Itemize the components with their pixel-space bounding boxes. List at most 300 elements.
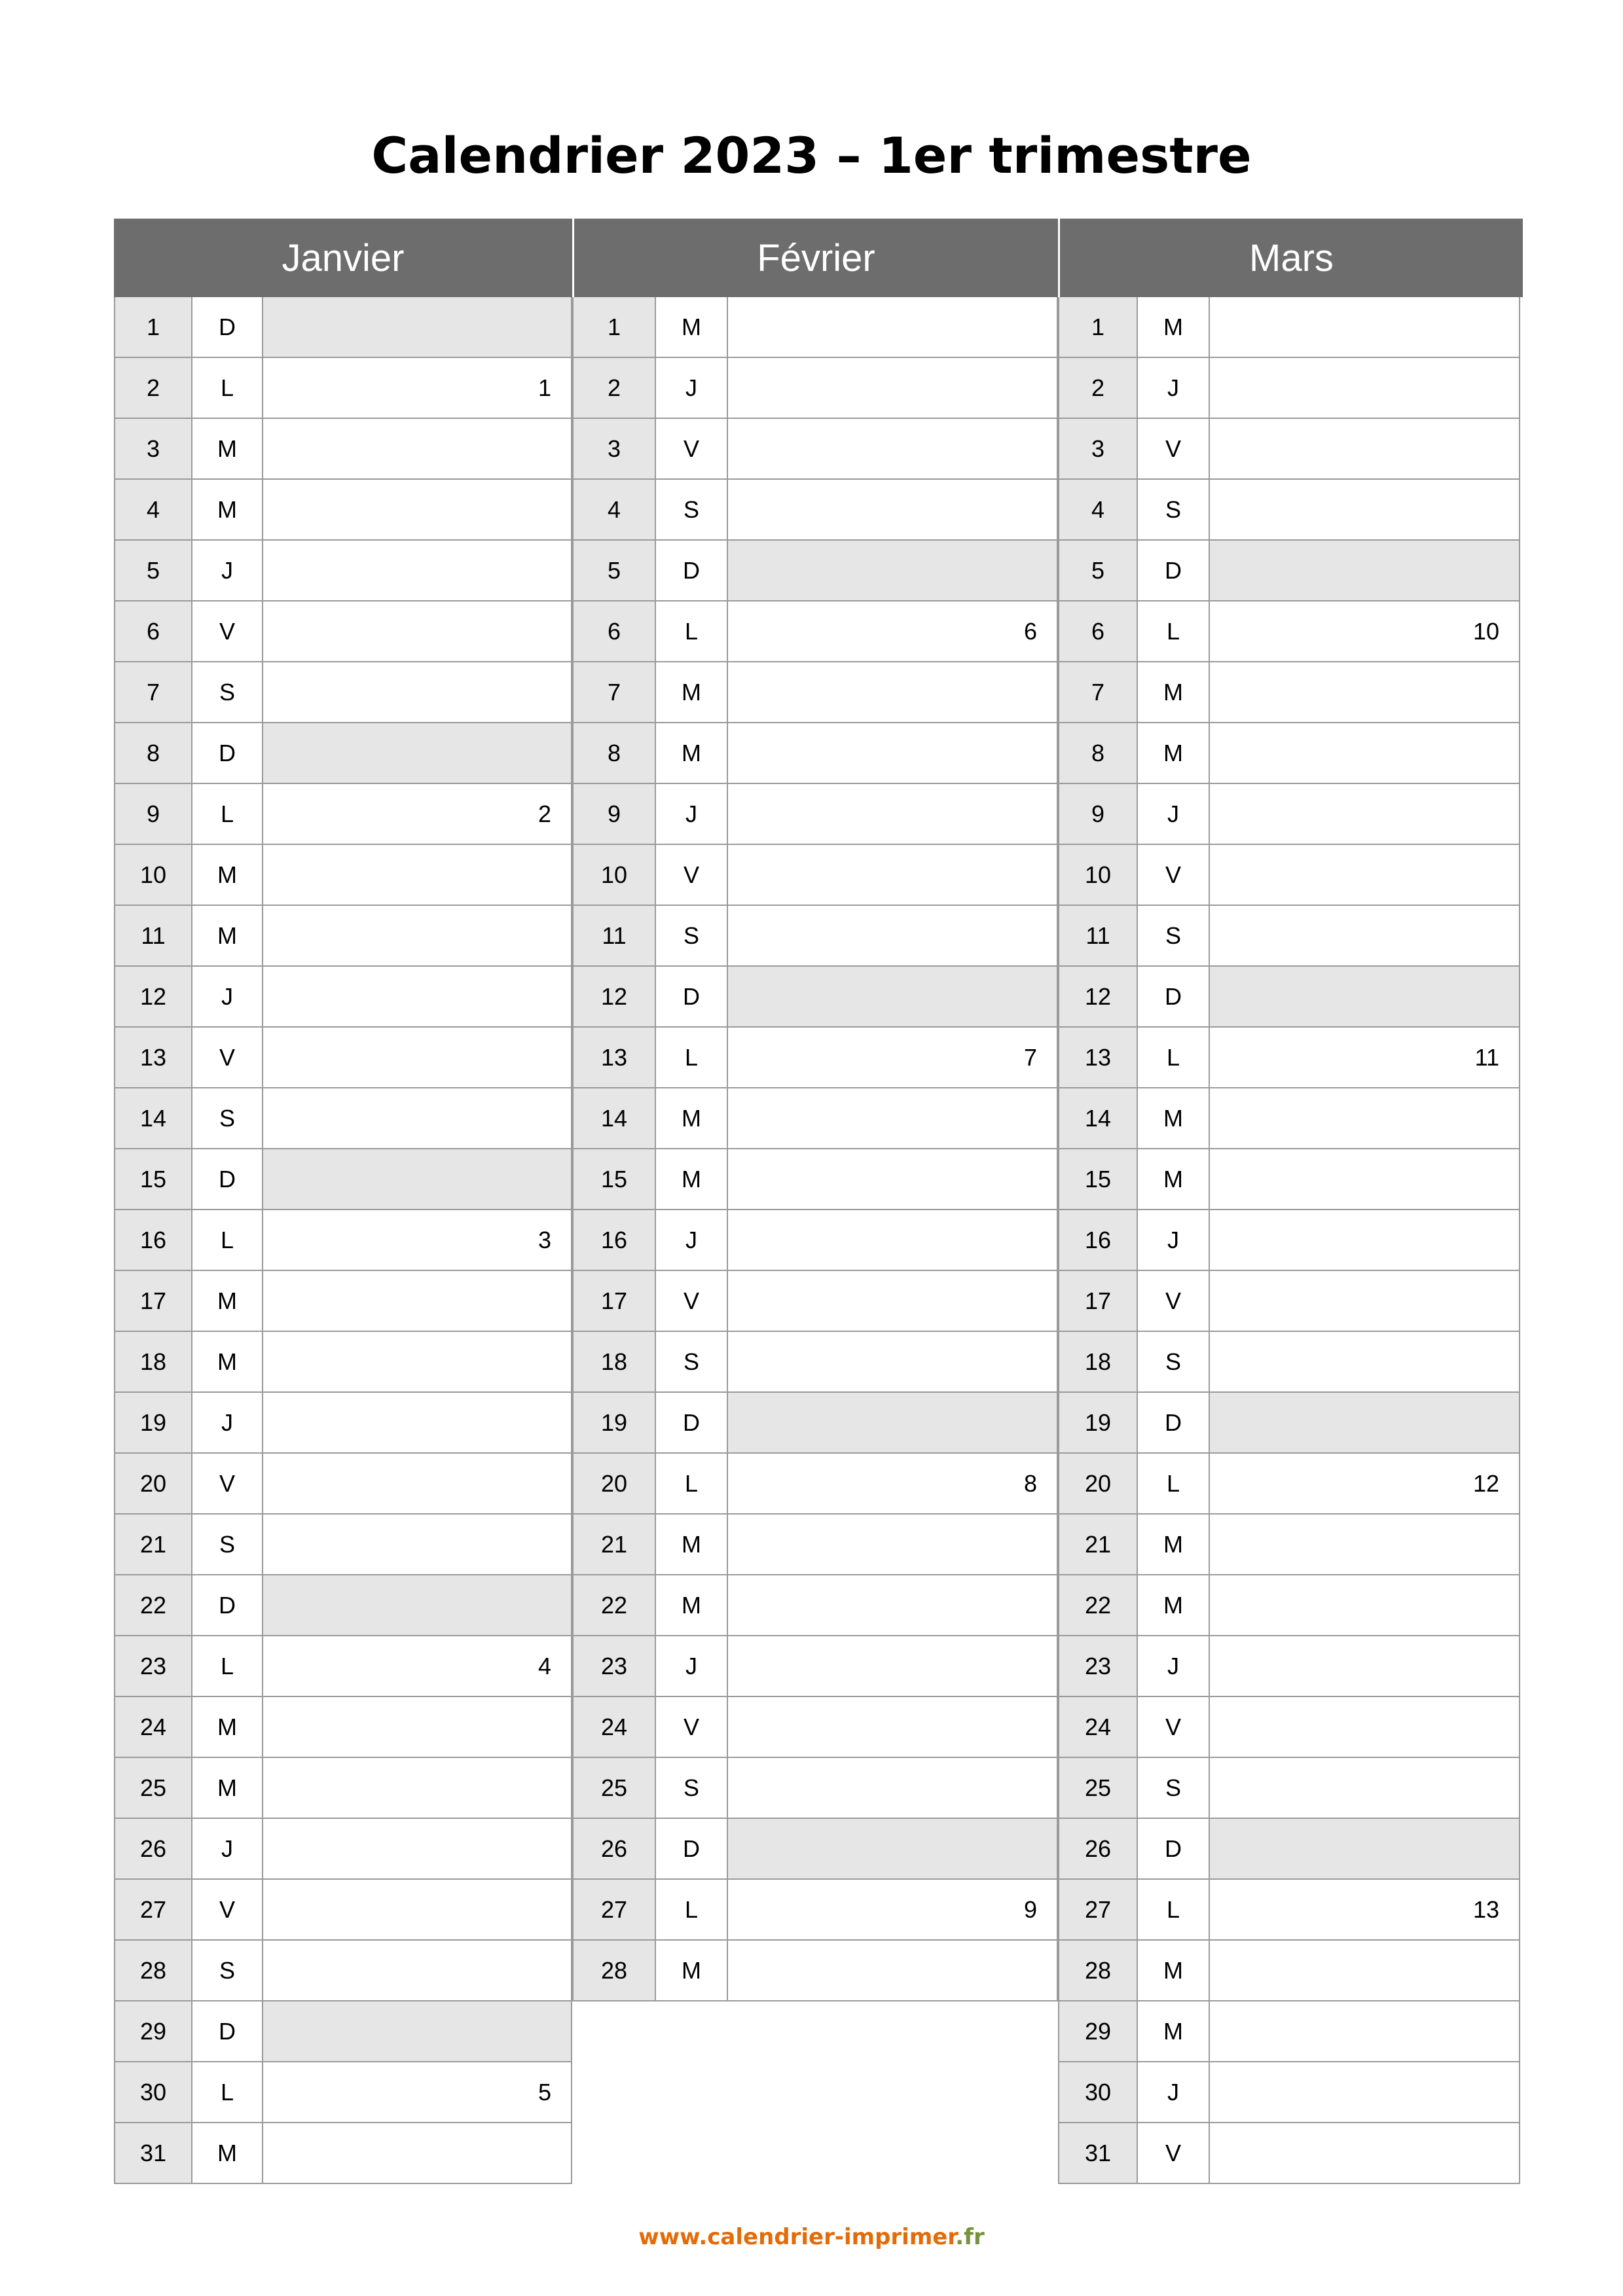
day-notes[interactable] xyxy=(728,358,1058,419)
day-row xyxy=(114,480,572,541)
day-row xyxy=(1058,1758,1520,1819)
day-row xyxy=(1058,1028,1520,1088)
day-row xyxy=(114,1149,572,1210)
day-notes[interactable] xyxy=(1210,1697,1520,1758)
day-number: 21 xyxy=(114,1515,192,1575)
day-notes[interactable] xyxy=(1210,1575,1520,1636)
day-notes[interactable] xyxy=(1210,1271,1520,1332)
day-letter: M xyxy=(1138,1575,1210,1636)
day-row xyxy=(572,1210,1058,1271)
day-number: 8 xyxy=(114,723,192,784)
day-number: 18 xyxy=(572,1332,656,1393)
day-notes[interactable] xyxy=(728,297,1058,358)
day-row xyxy=(1058,419,1520,480)
day-number: 7 xyxy=(1058,662,1138,723)
day-row xyxy=(572,601,1058,662)
day-notes[interactable] xyxy=(263,541,572,601)
day-notes[interactable]: 7 xyxy=(728,1028,1058,1088)
day-notes[interactable] xyxy=(263,1271,572,1332)
day-notes[interactable] xyxy=(263,723,572,784)
day-row xyxy=(572,967,1058,1028)
day-notes[interactable] xyxy=(1210,1332,1520,1393)
day-row xyxy=(572,358,1058,419)
day-notes[interactable] xyxy=(728,541,1058,601)
day-notes[interactable] xyxy=(728,1210,1058,1271)
day-row xyxy=(114,1210,572,1271)
day-notes[interactable] xyxy=(728,1088,1058,1149)
day-row xyxy=(572,784,1058,845)
day-number: 30 xyxy=(114,2062,192,2123)
day-row xyxy=(1058,1819,1520,1880)
day-number: 31 xyxy=(114,2123,192,2184)
day-letter: S xyxy=(192,1088,263,1149)
day-notes[interactable] xyxy=(728,1758,1058,1819)
day-notes[interactable] xyxy=(263,1149,572,1210)
day-row xyxy=(1058,358,1520,419)
day-letter: S xyxy=(1138,906,1210,967)
day-notes[interactable] xyxy=(263,1941,572,2001)
day-number: 11 xyxy=(572,906,656,967)
day-notes[interactable] xyxy=(1210,1941,1520,2001)
day-row xyxy=(114,358,572,419)
day-letter: S xyxy=(192,1515,263,1575)
day-letter: M xyxy=(656,723,728,784)
footer-url[interactable] xyxy=(0,2224,1623,2250)
day-row xyxy=(114,1088,572,1149)
day-letter: D xyxy=(656,967,728,1028)
day-letter: J xyxy=(1138,784,1210,845)
day-letter: M xyxy=(192,2123,263,2184)
day-notes[interactable] xyxy=(1210,662,1520,723)
day-letter: D xyxy=(192,2001,263,2062)
day-notes[interactable] xyxy=(1210,2123,1520,2184)
day-number: 24 xyxy=(572,1697,656,1758)
day-notes[interactable] xyxy=(1210,419,1520,480)
day-row xyxy=(114,2123,572,2184)
day-letter: L xyxy=(656,1454,728,1515)
day-number: 20 xyxy=(114,1454,192,1515)
day-number: 2 xyxy=(114,358,192,419)
day-notes[interactable] xyxy=(728,1636,1058,1697)
day-row xyxy=(572,906,1058,967)
day-letter: S xyxy=(656,480,728,541)
day-row xyxy=(572,1393,1058,1454)
day-row xyxy=(114,1515,572,1575)
day-letter: L xyxy=(192,2062,263,2123)
day-notes[interactable] xyxy=(728,1819,1058,1880)
day-letter: M xyxy=(192,906,263,967)
day-notes[interactable] xyxy=(263,1332,572,1393)
day-number: 7 xyxy=(572,662,656,723)
day-row xyxy=(114,1697,572,1758)
day-number: 15 xyxy=(114,1149,192,1210)
day-notes[interactable] xyxy=(1210,2062,1520,2123)
day-notes[interactable] xyxy=(1210,480,1520,541)
day-notes[interactable] xyxy=(1210,1210,1520,1271)
day-row xyxy=(572,1454,1058,1515)
day-number: 14 xyxy=(1058,1088,1138,1149)
day-letter: J xyxy=(192,1393,263,1454)
day-number: 14 xyxy=(572,1088,656,1149)
day-number: 14 xyxy=(114,1088,192,1149)
day-letter: M xyxy=(192,419,263,480)
day-notes[interactable] xyxy=(1210,906,1520,967)
day-letter: D xyxy=(1138,1819,1210,1880)
day-letter: J xyxy=(656,1636,728,1697)
day-notes[interactable] xyxy=(728,1271,1058,1332)
day-notes[interactable] xyxy=(263,1880,572,1941)
day-letter: M xyxy=(1138,662,1210,723)
day-number: 21 xyxy=(1058,1515,1138,1575)
day-row xyxy=(1058,1149,1520,1210)
day-number: 9 xyxy=(572,784,656,845)
day-notes[interactable]: 2 xyxy=(263,784,572,845)
day-row xyxy=(114,723,572,784)
day-number: 3 xyxy=(1058,419,1138,480)
day-row xyxy=(114,2001,572,2062)
day-row xyxy=(1058,1393,1520,1454)
day-letter: J xyxy=(656,358,728,419)
day-number: 19 xyxy=(1058,1393,1138,1454)
day-row xyxy=(572,1271,1058,1332)
day-number: 6 xyxy=(1058,601,1138,662)
day-notes[interactable] xyxy=(263,1028,572,1088)
day-notes[interactable] xyxy=(1210,358,1520,419)
day-letter: S xyxy=(192,662,263,723)
day-row xyxy=(114,1819,572,1880)
day-notes[interactable] xyxy=(1210,2001,1520,2062)
day-row xyxy=(572,419,1058,480)
day-row xyxy=(1058,2001,1520,2062)
day-notes[interactable] xyxy=(263,1393,572,1454)
day-letter: M xyxy=(1138,2001,1210,2062)
day-number: 30 xyxy=(1058,2062,1138,2123)
day-letter: S xyxy=(656,906,728,967)
day-row xyxy=(1058,1880,1520,1941)
day-row xyxy=(1058,1332,1520,1393)
day-number: 31 xyxy=(1058,2123,1138,2184)
day-letter: M xyxy=(192,1697,263,1758)
day-letter: J xyxy=(192,967,263,1028)
day-letter: V xyxy=(1138,1697,1210,1758)
day-number: 19 xyxy=(114,1393,192,1454)
day-row xyxy=(114,845,572,906)
day-number: 17 xyxy=(1058,1271,1138,1332)
day-row xyxy=(114,1271,572,1332)
day-row xyxy=(114,601,572,662)
day-letter: M xyxy=(656,1088,728,1149)
day-row xyxy=(114,906,572,967)
day-row xyxy=(1058,1941,1520,2001)
day-row xyxy=(572,845,1058,906)
day-notes[interactable] xyxy=(1210,297,1520,358)
day-letter: M xyxy=(192,845,263,906)
day-letter: D xyxy=(192,1149,263,1210)
day-number: 26 xyxy=(1058,1819,1138,1880)
day-letter: M xyxy=(656,1575,728,1636)
day-notes[interactable] xyxy=(1210,1149,1520,1210)
day-notes[interactable] xyxy=(263,1819,572,1880)
day-number: 4 xyxy=(114,480,192,541)
day-notes[interactable] xyxy=(1210,723,1520,784)
day-notes[interactable] xyxy=(263,419,572,480)
day-notes[interactable] xyxy=(263,1697,572,1758)
day-notes[interactable] xyxy=(728,784,1058,845)
footer-prefix: www. xyxy=(638,2224,708,2250)
day-letter: M xyxy=(656,662,728,723)
day-letter: L xyxy=(1138,601,1210,662)
day-notes[interactable] xyxy=(728,723,1058,784)
day-row xyxy=(1058,723,1520,784)
day-row xyxy=(1058,1454,1520,1515)
day-row xyxy=(114,1941,572,2001)
day-notes[interactable] xyxy=(728,1697,1058,1758)
day-notes[interactable] xyxy=(728,419,1058,480)
day-row xyxy=(114,297,572,358)
day-notes[interactable] xyxy=(1210,1393,1520,1454)
day-letter: S xyxy=(1138,480,1210,541)
day-letter: M xyxy=(656,1149,728,1210)
month-header-fevrier: Février xyxy=(572,219,1058,297)
day-row xyxy=(1058,662,1520,723)
day-row xyxy=(114,662,572,723)
day-letter: V xyxy=(192,1880,263,1941)
day-number: 24 xyxy=(1058,1697,1138,1758)
day-notes[interactable] xyxy=(263,2001,572,2062)
day-row xyxy=(572,1515,1058,1575)
day-row xyxy=(114,1454,572,1515)
day-letter: M xyxy=(1138,1149,1210,1210)
day-number: 27 xyxy=(1058,1880,1138,1941)
day-notes[interactable]: 3 xyxy=(263,1210,572,1271)
day-notes[interactable] xyxy=(728,845,1058,906)
day-row xyxy=(114,1393,572,1454)
day-row xyxy=(572,297,1058,358)
day-notes[interactable] xyxy=(1210,845,1520,906)
day-number: 2 xyxy=(572,358,656,419)
day-row xyxy=(1058,541,1520,601)
day-notes[interactable]: 11 xyxy=(1210,1028,1520,1088)
day-number: 13 xyxy=(1058,1028,1138,1088)
day-notes[interactable] xyxy=(728,967,1058,1028)
day-number: 17 xyxy=(572,1271,656,1332)
day-row xyxy=(572,1819,1058,1880)
day-number: 17 xyxy=(114,1271,192,1332)
day-number: 10 xyxy=(114,845,192,906)
day-number: 28 xyxy=(1058,1941,1138,2001)
page-title: Calendrier 2023 – 1er trimestre xyxy=(371,126,1252,185)
day-letter: M xyxy=(1138,297,1210,358)
day-letter: V xyxy=(656,1697,728,1758)
day-letter: J xyxy=(1138,358,1210,419)
day-number: 9 xyxy=(1058,784,1138,845)
day-notes[interactable] xyxy=(728,1332,1058,1393)
day-number: 11 xyxy=(114,906,192,967)
day-letter: D xyxy=(192,1575,263,1636)
day-number: 5 xyxy=(572,541,656,601)
day-notes[interactable]: 1 xyxy=(263,358,572,419)
day-number: 23 xyxy=(572,1636,656,1697)
day-notes[interactable]: 13 xyxy=(1210,1880,1520,1941)
day-letter: S xyxy=(1138,1758,1210,1819)
day-letter: S xyxy=(1138,1332,1210,1393)
day-number: 15 xyxy=(572,1149,656,1210)
day-row xyxy=(572,1088,1058,1149)
day-notes[interactable] xyxy=(728,1149,1058,1210)
day-number: 16 xyxy=(1058,1210,1138,1271)
day-row xyxy=(572,1332,1058,1393)
day-row xyxy=(114,1758,572,1819)
day-notes[interactable] xyxy=(263,2123,572,2184)
day-notes[interactable] xyxy=(728,906,1058,967)
day-letter: V xyxy=(192,1028,263,1088)
day-letter: V xyxy=(656,1271,728,1332)
day-notes[interactable] xyxy=(1210,541,1520,601)
day-row xyxy=(1058,1636,1520,1697)
day-number: 11 xyxy=(1058,906,1138,967)
day-row xyxy=(1058,480,1520,541)
day-letter: S xyxy=(656,1758,728,1819)
day-notes[interactable] xyxy=(263,1515,572,1575)
day-letter: L xyxy=(1138,1028,1210,1088)
day-notes[interactable] xyxy=(728,1941,1058,2001)
day-notes[interactable] xyxy=(263,662,572,723)
day-notes[interactable] xyxy=(263,1454,572,1515)
day-letter: L xyxy=(656,1880,728,1941)
day-row xyxy=(114,1880,572,1941)
day-number: 22 xyxy=(572,1575,656,1636)
day-letter: M xyxy=(192,1332,263,1393)
day-letter: M xyxy=(1138,1515,1210,1575)
day-letter: D xyxy=(656,541,728,601)
day-letter: L xyxy=(1138,1880,1210,1941)
day-notes[interactable]: 10 xyxy=(1210,601,1520,662)
day-row xyxy=(572,1028,1058,1088)
day-notes[interactable] xyxy=(728,662,1058,723)
day-row xyxy=(1058,1088,1520,1149)
day-notes[interactable] xyxy=(1210,1819,1520,1880)
day-notes[interactable] xyxy=(263,480,572,541)
day-notes[interactable]: 12 xyxy=(1210,1454,1520,1515)
day-row xyxy=(1058,297,1520,358)
day-row xyxy=(1058,1271,1520,1332)
day-notes[interactable] xyxy=(1210,784,1520,845)
day-notes[interactable]: 9 xyxy=(728,1880,1058,1941)
day-row xyxy=(572,1697,1058,1758)
day-notes[interactable] xyxy=(728,480,1058,541)
day-number: 28 xyxy=(114,1941,192,2001)
day-row xyxy=(572,541,1058,601)
day-letter: L xyxy=(192,1636,263,1697)
day-row xyxy=(114,1332,572,1393)
day-letter: M xyxy=(192,1758,263,1819)
day-number: 1 xyxy=(572,297,656,358)
day-number: 9 xyxy=(114,784,192,845)
day-letter: L xyxy=(192,1210,263,1271)
day-letter: V xyxy=(1138,2123,1210,2184)
day-number: 8 xyxy=(1058,723,1138,784)
day-notes[interactable] xyxy=(263,845,572,906)
day-number: 1 xyxy=(114,297,192,358)
day-notes[interactable] xyxy=(728,1393,1058,1454)
day-notes[interactable] xyxy=(1210,1088,1520,1149)
day-notes[interactable] xyxy=(728,1575,1058,1636)
day-notes[interactable] xyxy=(263,1758,572,1819)
day-letter: J xyxy=(192,541,263,601)
day-letter: V xyxy=(656,419,728,480)
day-notes[interactable]: 5 xyxy=(263,2062,572,2123)
day-row xyxy=(1058,906,1520,967)
day-letter: V xyxy=(1138,419,1210,480)
month-header-janvier: Janvier xyxy=(114,219,572,297)
day-letter: M xyxy=(1138,1941,1210,2001)
day-notes[interactable] xyxy=(1210,1636,1520,1697)
day-number: 18 xyxy=(114,1332,192,1393)
day-notes[interactable] xyxy=(263,906,572,967)
day-notes[interactable] xyxy=(263,1575,572,1636)
day-row xyxy=(572,662,1058,723)
day-number: 8 xyxy=(572,723,656,784)
day-row xyxy=(572,480,1058,541)
day-letter: J xyxy=(1138,2062,1210,2123)
day-letter: L xyxy=(192,784,263,845)
day-number: 25 xyxy=(572,1758,656,1819)
day-notes[interactable] xyxy=(1210,967,1520,1028)
day-number: 5 xyxy=(114,541,192,601)
day-notes[interactable]: 6 xyxy=(728,601,1058,662)
day-notes[interactable] xyxy=(263,1088,572,1149)
day-letter: M xyxy=(1138,1088,1210,1149)
day-row xyxy=(572,1758,1058,1819)
day-number: 16 xyxy=(114,1210,192,1271)
day-number: 19 xyxy=(572,1393,656,1454)
day-letter: M xyxy=(656,1941,728,2001)
day-notes[interactable]: 4 xyxy=(263,1636,572,1697)
day-number: 3 xyxy=(114,419,192,480)
day-number: 22 xyxy=(1058,1575,1138,1636)
day-number: 23 xyxy=(1058,1636,1138,1697)
day-number: 6 xyxy=(114,601,192,662)
day-row xyxy=(114,1575,572,1636)
day-notes[interactable]: 8 xyxy=(728,1454,1058,1515)
day-number: 23 xyxy=(114,1636,192,1697)
day-row xyxy=(1058,1575,1520,1636)
quarter-calendar xyxy=(114,219,1523,2186)
day-letter: D xyxy=(1138,967,1210,1028)
day-row xyxy=(114,1636,572,1697)
day-number: 27 xyxy=(114,1880,192,1941)
day-letter: L xyxy=(192,358,263,419)
day-row xyxy=(1058,845,1520,906)
day-notes[interactable] xyxy=(263,297,572,358)
day-letter: V xyxy=(192,1454,263,1515)
day-number: 24 xyxy=(114,1697,192,1758)
day-number: 26 xyxy=(572,1819,656,1880)
day-notes[interactable] xyxy=(263,967,572,1028)
day-notes[interactable] xyxy=(728,1515,1058,1575)
day-letter: M xyxy=(192,480,263,541)
day-notes[interactable] xyxy=(1210,1758,1520,1819)
day-row xyxy=(1058,2062,1520,2123)
day-row xyxy=(1058,1697,1520,1758)
day-row xyxy=(1058,1515,1520,1575)
day-number: 16 xyxy=(572,1210,656,1271)
day-notes[interactable] xyxy=(263,601,572,662)
day-notes[interactable] xyxy=(1210,1515,1520,1575)
day-letter: M xyxy=(656,297,728,358)
day-letter: V xyxy=(1138,1271,1210,1332)
day-letter: J xyxy=(192,1819,263,1880)
